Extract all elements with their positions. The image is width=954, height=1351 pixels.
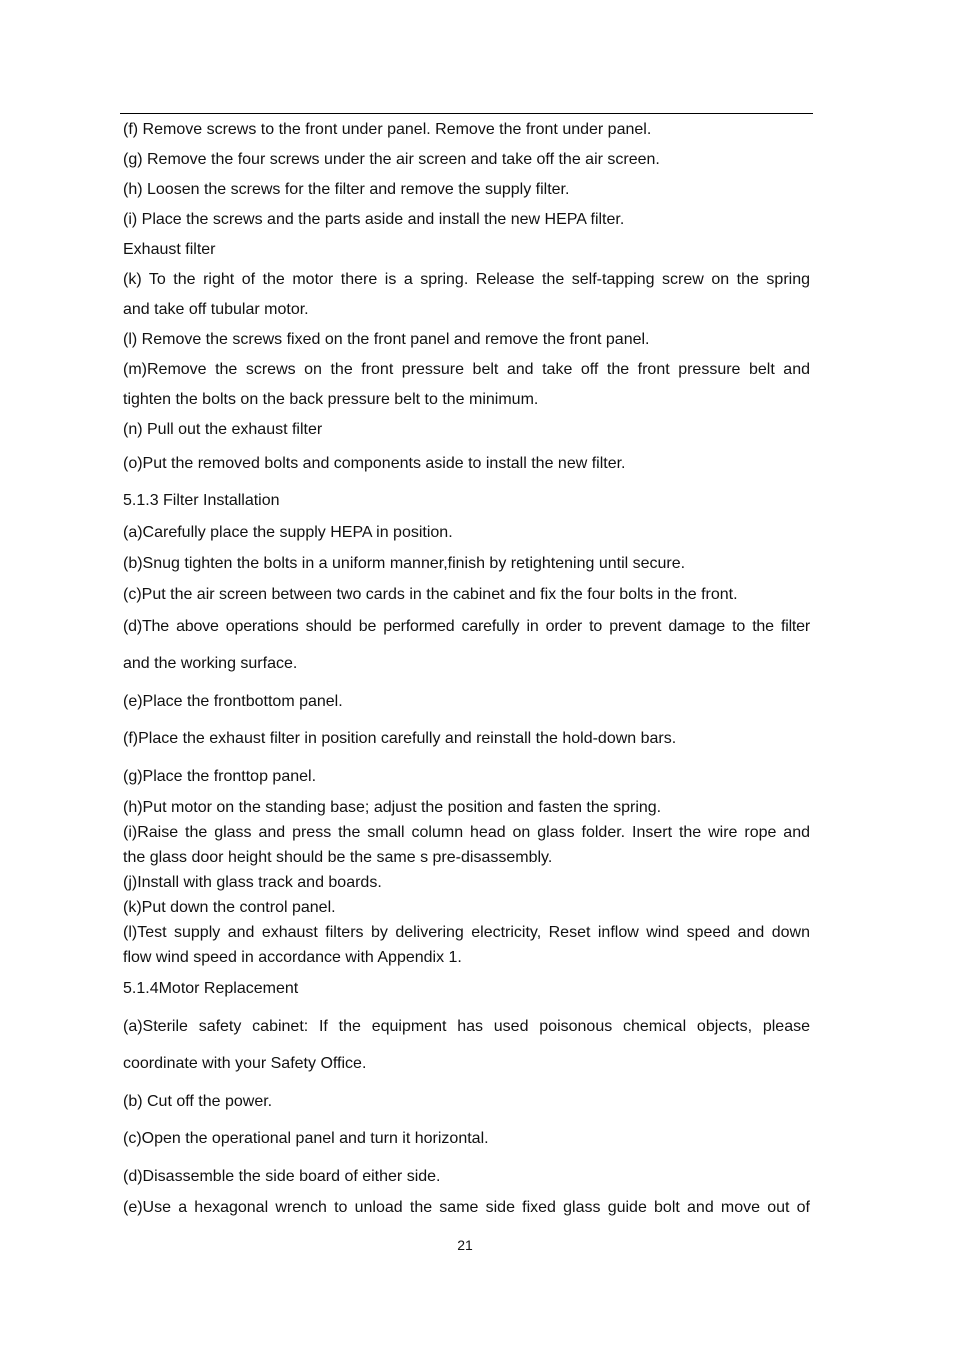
page-number: 21	[457, 1237, 473, 1253]
install-step-i-line-2: the glass door height should be the same s pre-disassembly.	[123, 849, 553, 866]
install-step-b: (b)Snug tighten the bolts in a uniform manner,finish by retightening until secure.	[123, 555, 686, 572]
motor-step-a-line-2: coordinate with your Safety Office.	[123, 1055, 367, 1072]
header-rule	[120, 113, 813, 114]
install-step-k: (k)Put down the control panel.	[123, 899, 336, 916]
step-o-put-removed: (o)Put the removed bolts and components aside to install the new filter.	[123, 455, 626, 472]
step-f-remove-front-under-panel: (f) Remove screws to the front under panel. Remove the front under panel.	[123, 121, 652, 138]
step-k-spring-line-1: (k) To the right of the motor there is a spring. Release the self-tapping screw on the spring	[123, 271, 810, 288]
install-step-c: (c)Put the air screen between two cards in the cabinet and fix the four bolts in the front.	[123, 586, 738, 603]
motor-step-e: (e)Use a hexagonal wrench to unload the same side fixed glass guide bolt and move out of	[123, 1199, 810, 1216]
exhaust-filter-heading: Exhaust filter	[123, 241, 216, 258]
step-n-pull-out: (n) Pull out the exhaust filter	[123, 421, 323, 438]
motor-step-a-line-1: (a)Sterile safety cabinet: If the equipment has used poisonous chemical objects, please	[123, 1018, 810, 1035]
step-h-loosen-filter: (h) Loosen the screws for the filter and remove the supply filter.	[123, 181, 570, 198]
filter-installation-heading: 5.1.3 Filter Installation	[123, 492, 280, 509]
install-step-f: (f)Place the exhaust filter in position carefully and reinstall the hold-down bars.	[123, 730, 677, 747]
install-step-g: (g)Place the fronttop panel.	[123, 768, 317, 785]
install-step-j: (j)Install with glass track and boards.	[123, 874, 382, 891]
step-g-remove-air-screen: (g) Remove the four screws under the air screen and take off the air screen.	[123, 151, 660, 168]
install-step-l-line-2: flow wind speed in accordance with Appendix 1.	[123, 949, 462, 966]
motor-step-b: (b) Cut off the power.	[123, 1093, 273, 1110]
motor-step-c: (c)Open the operational panel and turn it horizontal.	[123, 1130, 489, 1147]
step-l-front-panel: (l) Remove the screws fixed on the front panel and remove the front panel.	[123, 331, 650, 348]
install-step-d-line-1: (d)The above operations should be performed carefully in order to prevent damage to the filter	[123, 618, 810, 635]
install-step-a: (a)Carefully place the supply HEPA in position.	[123, 524, 453, 541]
install-step-d-line-2: and the working surface.	[123, 655, 298, 672]
motor-replacement-heading: 5.1.4Motor Replacement	[123, 980, 299, 997]
install-step-h: (h)Put motor on the standing base; adjust the position and fasten the spring.	[123, 799, 662, 816]
install-step-i-line-1: (i)Raise the glass and press the small column head on glass folder. Insert the wire rope and	[123, 824, 810, 841]
install-step-e: (e)Place the frontbottom panel.	[123, 693, 343, 710]
step-i-place-aside: (i) Place the screws and the parts aside and install the new HEPA filter.	[123, 211, 625, 228]
motor-step-d: (d)Disassemble the side board of either side.	[123, 1168, 441, 1185]
step-m-pressure-belt-line-2: tighten the bolts on the back pressure belt to the minimum.	[123, 391, 539, 408]
step-k-spring-line-2: and take off tubular motor.	[123, 301, 309, 318]
step-m-pressure-belt-line-1: (m)Remove the screws on the front pressure belt and take off the front pressure belt and	[123, 361, 810, 378]
install-step-l-line-1: (l)Test supply and exhaust filters by delivering electricity, Reset inflow wind speed and down	[123, 924, 810, 941]
